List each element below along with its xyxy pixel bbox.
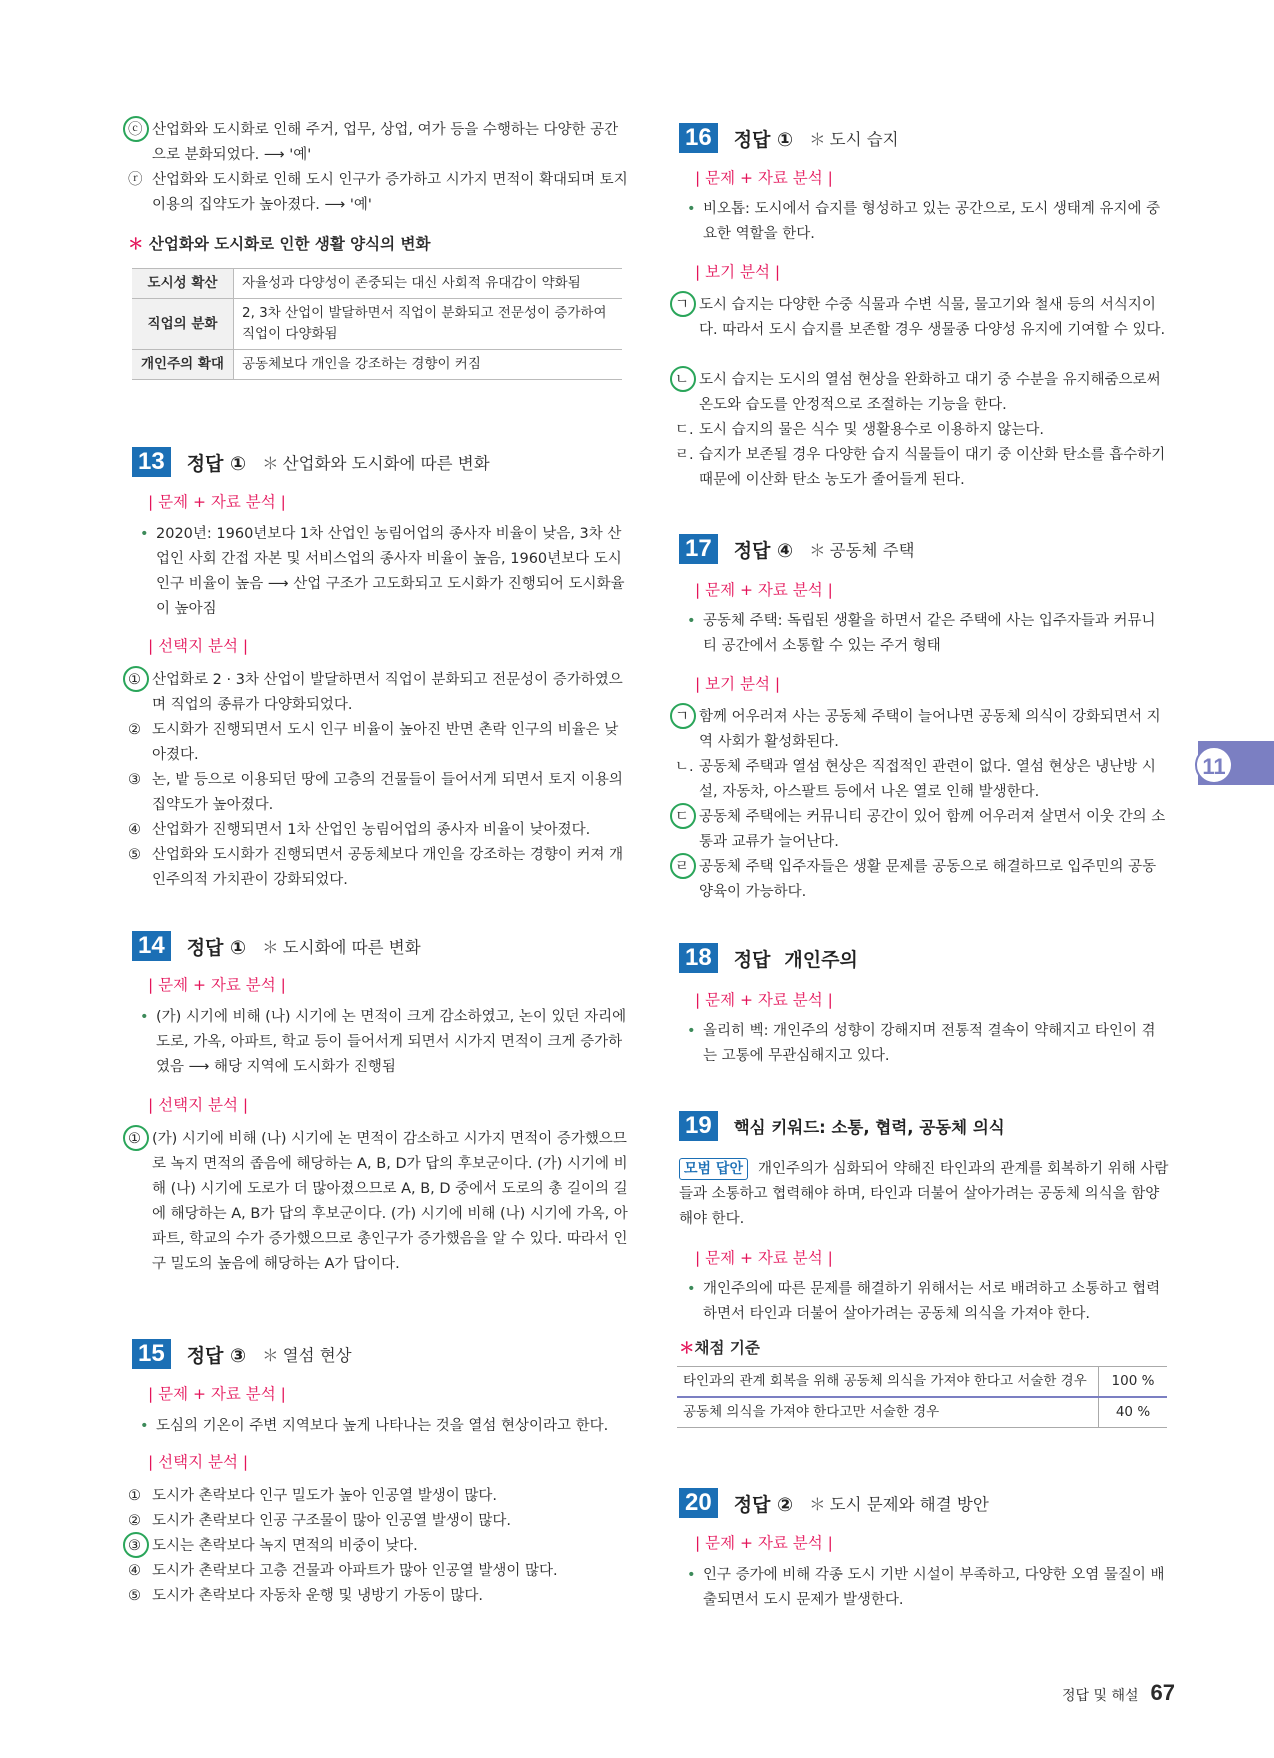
question-15-header: 15 정답 ③ ＊ 열섬 현상: [132, 1337, 352, 1371]
question-18-header: 18 정답 개인주의: [679, 941, 858, 975]
choice-item: ① (가) 시기에 비해 (나) 시기에 논 면적이 감소하고 시가지 면적이 증가했으므로 녹지 면적의 좁음에 해당하는 A, B, D가 답의 후보군이다. (가) 시기에 비해 (나) 시기에 도로가 더 많아졌으므로 A, B, D 중에서 도로의 총 길이의 길에 해당하는 A, B가 답의 후보군이다. (가) 시기에 비해 (나) 시기에 가옥, 아파트, 학교의 수가 증가했으므로 총인구가 증가했음을 알 수 있다. 따라서 인구 밀도의 높음에 해당하는 A가 답이다.: [128, 1127, 628, 1277]
choice-item: ③ 도시는 촌락보다 녹지 면적의 비중이 낮다.: [128, 1534, 628, 1559]
analysis-bullet: • (가) 시기에 비해 (나) 시기에 논 면적이 크게 감소하였고, 논이 있던 자리에 도로, 가옥, 아파트, 학교 등이 들어서게 되면서 시가지 면적이 크게 증가하였음 ⟶ 해당 지역에 도시화가 진행됨: [140, 1009, 627, 1075]
choice-item: ㄱ 함께 어우러져 사는 공동체 주택이 늘어나면 공동체 의식이 강화되면서 지역 사회가 활성화된다.: [675, 705, 1170, 755]
section-tag: | 문제 + 자료 분석 |: [695, 991, 833, 1009]
section-tag: | 선택지 분석 |: [148, 1096, 249, 1114]
choice-item: ④ 도시가 촌락보다 고층 건물과 아파트가 많아 인공열 발생이 많다.: [128, 1563, 558, 1579]
table-row: 공동체 의식을 가져야 한다고만 서술한 경우 40 %: [677, 1397, 1167, 1428]
page-number: 67: [1150, 1680, 1176, 1705]
choice-item: ⑤ 도시가 촌락보다 자동차 운행 및 냉방기 가동이 많다.: [128, 1588, 484, 1604]
choice-item: ㄷ. 도시 습지의 물은 식수 및 생활용수로 이용하지 않는다.: [675, 422, 1045, 438]
choice-item: ㄷ 공동체 주택에는 커뮤니티 공간이 있어 함께 어우러져 살면서 이웃 간의 소통과 교류가 늘어난다.: [675, 805, 1170, 855]
analysis-bullet: • 개인주의에 따른 문제를 해결하기 위해서는 서로 배려하고 소통하고 협력하면서 타인과 더불어 살아가려는 공동체 의식을 가져야 한다.: [687, 1281, 1161, 1322]
chapter-number: 11: [1195, 746, 1233, 784]
lifestyle-table: [132, 268, 622, 380]
section-tag: | 보기 분석 |: [695, 263, 781, 281]
question-20-header: 20 정답 ② ＊ 도시 문제와 해결 방안: [679, 1486, 989, 1520]
scoring-table: [677, 1366, 1167, 1428]
analysis-bullet: • 2020년: 1960년보다 1차 산업인 농림어업의 종사자 비율이 낮음, 3차 산업인 사회 간접 자본 및 서비스업의 종사자 비율이 높음, 1960년보다 도시 인구 비율이 높음 ⟶ 산업 구조가 고도화되고 도시화가 진행되어 도시화율이 높아짐: [140, 526, 625, 617]
choice-item: ㄱ 도시 습지는 다양한 수중 식물과 수변 식물, 물고기와 철새 등의 서식지이다. 따라서 도시 습지를 보존할 경우 생물종 다양성 유지에 기여할 수 있다.: [675, 293, 1170, 343]
choice-item: ① 산업화로 2 · 3차 산업이 발달하면서 직업이 분화되고 전문성이 증가하였으며 직업의 종류가 다양화되었다.: [128, 668, 628, 718]
table-row: 타인과의 관계 회복을 위해 공동체 의식을 가져야 한다고 서술한 경우 100 %: [677, 1367, 1167, 1398]
choice-item: ② 도시가 촌락보다 인공 구조물이 많아 인공열 발생이 많다.: [128, 1513, 512, 1529]
scoring-title: ＊채점 기준: [679, 1339, 760, 1357]
section-tag: | 보기 분석 |: [695, 675, 781, 693]
analysis-bullet: • 도심의 기온이 주변 지역보다 높게 나타나는 것을 열섬 현상이라고 한다.: [140, 1418, 609, 1434]
table-title: ＊ 산업화와 도시화로 인한 생활 양식의 변화: [128, 235, 431, 253]
section-tag: | 선택지 분석 |: [148, 1453, 249, 1471]
section-tag: | 문제 + 자료 분석 |: [148, 976, 286, 994]
table-row: 직업의 분화 2, 3차 산업이 발달하면서 직업이 분화되고 전문성이 증가하여 직업이 다양화됨: [132, 299, 622, 350]
question-17-header: 17 정답 ④ ＊ 공동체 주택: [679, 532, 915, 566]
analysis-bullet: • 올리히 벡: 개인주의 성향이 강해지며 전통적 결속이 약해지고 타인이 겪는 고통에 무관심해지고 있다.: [687, 1023, 1156, 1064]
section-tag: | 문제 + 자료 분석 |: [695, 1534, 833, 1552]
choice-item: ㄴ. 공동체 주택과 열섬 현상은 직접적인 관련이 없다. 열섬 현상은 냉난방 시설, 자동차, 아스팔트 등에서 나온 열로 인해 발생한다.: [675, 759, 1156, 800]
section-tag: | 문제 + 자료 분석 |: [695, 169, 833, 187]
model-answer: 모범 답안 개인주의가 심화되어 약해진 타인과의 관계를 회복하기 위해 사람들과 소통하고 협력해야 하며, 타인과 더불어 살아가려는 공동체 의식을 함양해야 한다.: [679, 1157, 1169, 1232]
asterisk-icon: ＊: [679, 1339, 695, 1357]
choice-item: ④ 산업화가 진행되면서 1차 산업인 농림어업의 종사자 비율이 낮아졌다.: [128, 822, 591, 838]
question-16-header: 16 정답 ① ＊ 도시 습지: [679, 121, 899, 155]
section-tag: | 문제 + 자료 분석 |: [695, 581, 833, 599]
choice-item: ㄹ. 습지가 보존될 경우 다양한 습지 식물들이 대기 중 이산화 탄소를 흡수하기 때문에 이산화 탄소 농도가 줄어들게 된다.: [675, 447, 1166, 488]
analysis-bullet: • 공동체 주택: 독립된 생활을 하면서 같은 주택에 사는 입주자들과 커뮤니티 공간에서 소통할 수 있는 주거 형태: [687, 613, 1156, 654]
list-item: ⓒ 산업화와 도시화로 인해 주거, 업무, 상업, 여가 등을 수행하는 다양한 공간으로 분화되었다. ⟶ '예': [128, 118, 628, 168]
table-row: 도시성 확산 자율성과 다양성이 존중되는 대신 사회적 유대감이 약화됨: [132, 269, 622, 299]
question-19-header: 19 핵심 키워드: 소통, 협력, 공동체 의식: [679, 1109, 1005, 1143]
analysis-bullet: • 인구 증가에 비해 각종 도시 기반 시설이 부족하고, 다양한 오염 물질이 배출되면서 도시 문제가 발생한다.: [687, 1567, 1165, 1608]
choice-item: ② 도시화가 진행되면서 도시 인구 비율이 높아진 반면 촌락 인구의 비율은 낮아졌다.: [128, 722, 619, 763]
question-13-header: 13 정답 ① ＊ 산업화와 도시화에 따른 변화: [132, 445, 490, 479]
choice-item: ㄹ 공동체 주택 입주자들은 생활 문제를 공동으로 해결하므로 입주민의 공동 양육이 가능하다.: [675, 855, 1170, 905]
page-footer: [1062, 1680, 1175, 1706]
section-tag: | 선택지 분석 |: [148, 637, 249, 655]
list-item: ⓡ 산업화와 도시화로 인해 도시 인구가 증가하고 시가지 면적이 확대되며 토지 이용의 집약도가 높아졌다. ⟶ '예': [128, 172, 628, 213]
choice-item: ㄴ 도시 습지는 도시의 열섬 현상을 완화하고 대기 중 수분을 유지해줌으로써 온도와 습도를 안정적으로 조절하는 기능을 한다.: [675, 368, 1170, 418]
model-answer-label: 모범 답안: [679, 1158, 748, 1180]
section-tag: | 문제 + 자료 분석 |: [148, 493, 286, 511]
analysis-bullet: • 비오톱: 도시에서 습지를 형성하고 있는 공간으로, 도시 생태계 유지에 중요한 역할을 한다.: [687, 201, 1161, 242]
choice-item: ③ 논, 밭 등으로 이용되던 땅에 고층의 건물들이 들어서게 되면서 토지 이용의 집약도가 높아졌다.: [128, 772, 623, 813]
question-14-header: 14 정답 ① ＊ 도시화에 따른 변화: [132, 929, 421, 963]
choice-item: ⑤ 산업화와 도시화가 진행되면서 공동체보다 개인을 강조하는 경향이 커져 개인주의적 가치관이 강화되었다.: [128, 847, 624, 888]
section-tag: | 문제 + 자료 분석 |: [148, 1385, 286, 1403]
asterisk-icon: ＊: [128, 235, 144, 253]
footer-label: 정답 및 해설: [1062, 1688, 1139, 1704]
section-tag: | 문제 + 자료 분석 |: [695, 1249, 833, 1267]
choice-item: ① 도시가 촌락보다 인구 밀도가 높아 인공열 발생이 많다.: [128, 1488, 498, 1504]
table-row: 개인주의 확대 공동체보다 개인을 강조하는 경향이 커짐: [132, 350, 622, 380]
